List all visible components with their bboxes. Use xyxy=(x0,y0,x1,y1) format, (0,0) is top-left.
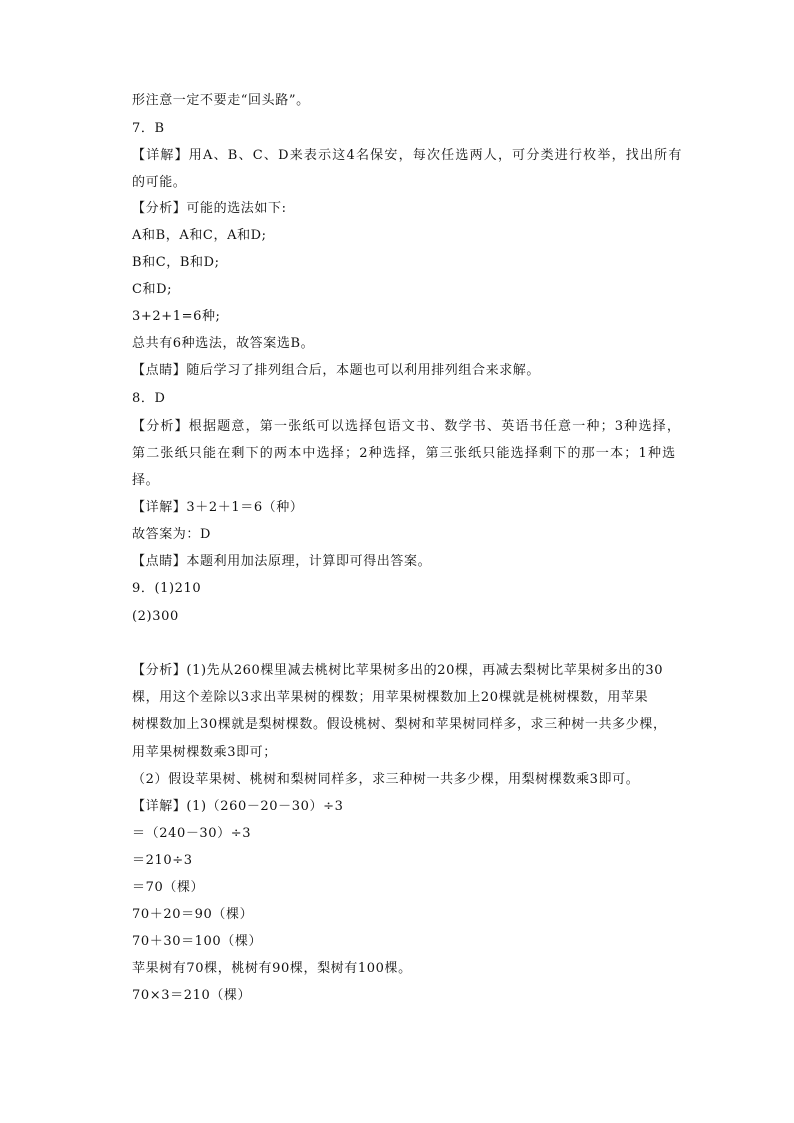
text-line: 择。 xyxy=(132,473,160,488)
text-line: 70＋30＝100（棵） xyxy=(132,934,263,949)
question-number-7: 7．B xyxy=(132,121,165,136)
text-line: 苹果树有70棵，桃树有90棵，梨树有100棵。 xyxy=(132,961,412,976)
text-line: C和D; xyxy=(132,282,173,297)
text-line: 的可能。 xyxy=(132,175,187,190)
question-number-8: 8．D xyxy=(132,391,166,406)
text-line: 3+2+1=6种; xyxy=(132,309,221,324)
text-line: 树棵数加上30棵就是梨树棵数。假设桃树、梨树和苹果树同样多，求三种树一共多少棵， xyxy=(132,717,667,732)
text-line: 形注意一定不要走“回头路”。 xyxy=(132,93,310,108)
text-line: 【分析】可能的选法如下: xyxy=(132,201,287,216)
text-line: 第二张纸只能在剩下的两本中选择；2种选择，第三张纸只能选择剩下的那一本；1种选 xyxy=(132,446,677,461)
text-line: 总共有6种选法，故答案选B。 xyxy=(132,336,315,351)
question-number-9: 9．(1)210 xyxy=(132,581,202,596)
text-line: 【点睛】本题利用加法原理，计算即可得出答案。 xyxy=(132,554,432,569)
text-line: B和C，B和D; xyxy=(132,255,220,270)
text-line: 【分析】根据题意，第一张纸可以选择包语文书、数学书、英语书任意一种；3种选择， xyxy=(132,419,682,434)
text-line: A和B，A和C，A和D; xyxy=(132,228,267,243)
text-line: (2)300 xyxy=(132,609,179,624)
text-line: 【详解】(1)（260－20－30）÷3 xyxy=(132,799,344,814)
text-line: （2）假设苹果树、桃树和梨树同样多，求三种树一共多少棵，用梨树棵数乘3即可。 xyxy=(132,772,640,787)
text-line: 棵，用这个差除以3求出苹果树的棵数；用苹果树棵数加上20棵就是桃树棵数，用苹果 xyxy=(132,690,649,705)
text-line: 用苹果树棵数乘3即可； xyxy=(132,745,277,760)
text-line: 【详解】用A、B、C、D来表示这4名保安，每次任选两人，可分类进行枚举，找出所有 xyxy=(132,148,683,163)
text-line: 70＋20＝90（棵） xyxy=(132,907,254,922)
text-line: 【详解】3＋2＋1＝6（种） xyxy=(132,500,304,515)
text-line: ＝210÷3 xyxy=(132,853,193,868)
text-line: 【分析】(1)先从260棵里减去桃树比苹果树多出的20棵，再减去梨树比苹果树多出的30 xyxy=(132,663,664,678)
text-line: ＝70（棵） xyxy=(132,880,205,895)
text-line: ＝（240－30）÷3 xyxy=(132,826,252,841)
text-line: 故答案为：D xyxy=(132,527,212,542)
text-line: 【点睛】随后学习了排列组合后，本题也可以利用排列组合来求解。 xyxy=(132,363,541,378)
text-line: 70×3＝210（棵） xyxy=(132,988,252,1003)
